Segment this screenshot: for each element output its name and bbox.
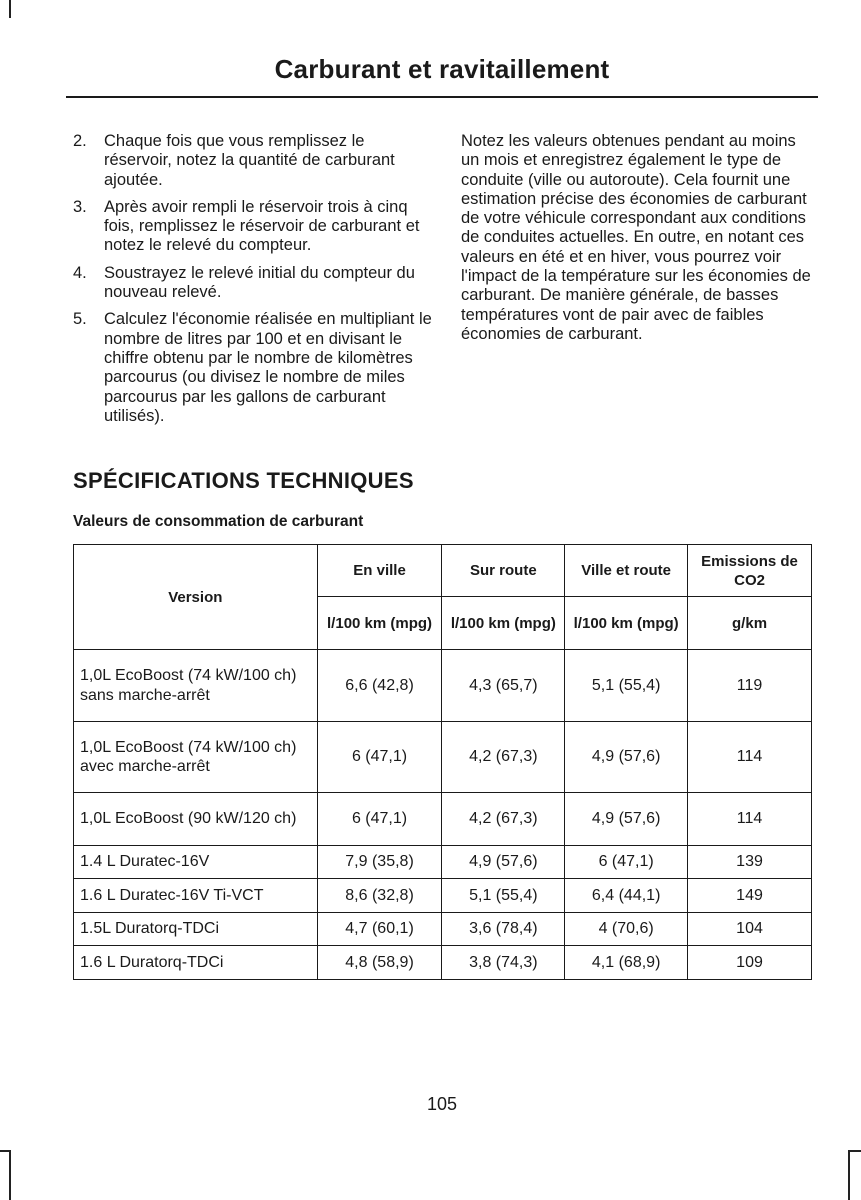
table-row bbox=[74, 650, 812, 722]
list-item bbox=[73, 310, 433, 426]
cell-combined: 4,9 (57,6) bbox=[565, 722, 688, 793]
cell-version: 1.6 L Duratec-16V Ti-VCT bbox=[74, 879, 318, 913]
cell-combined: 5,1 (55,4) bbox=[565, 650, 688, 722]
cell-combined: 6 (47,1) bbox=[565, 846, 688, 879]
cell-road: 3,6 (78,4) bbox=[442, 913, 565, 946]
cell-city: 6 (47,1) bbox=[317, 793, 442, 846]
unit-header-combined: l/100 km (mpg) bbox=[565, 597, 688, 650]
cell-city: 6 (47,1) bbox=[317, 722, 442, 793]
table-row bbox=[74, 913, 812, 946]
list-item bbox=[73, 132, 433, 190]
step-text: Après avoir rempli le réservoir trois à cinq fois, remplissez le réservoir de carburant et notez le relevé du compteur. bbox=[104, 197, 420, 255]
crop-mark-top-left-vertical bbox=[9, 0, 11, 18]
cell-road: 4,2 (67,3) bbox=[442, 793, 565, 846]
cell-co2: 109 bbox=[688, 946, 812, 980]
cell-version: 1,0L EcoBoost (90 kW/120 ch) bbox=[74, 793, 318, 846]
cell-city: 4,7 (60,1) bbox=[317, 913, 442, 946]
cell-road: 4,2 (67,3) bbox=[442, 722, 565, 793]
table-header-row bbox=[74, 545, 812, 597]
header-divider bbox=[66, 96, 818, 98]
unit-header-road: l/100 km (mpg) bbox=[442, 597, 565, 650]
column-header-combined: Ville et route bbox=[565, 545, 688, 597]
step-number: 3. bbox=[73, 197, 87, 216]
list-item bbox=[73, 198, 433, 256]
cell-city: 7,9 (35,8) bbox=[317, 846, 442, 879]
table-row bbox=[74, 793, 812, 846]
unit-header-emissions: g/km bbox=[688, 597, 812, 650]
steps-column bbox=[73, 132, 433, 434]
table-title: Valeurs de consommation de carburant bbox=[73, 513, 364, 530]
cell-version: 1.6 L Duratorq-TDCi bbox=[74, 946, 318, 980]
cell-co2: 114 bbox=[688, 722, 812, 793]
cell-road: 3,8 (74,3) bbox=[442, 946, 565, 980]
cell-co2: 114 bbox=[688, 793, 812, 846]
cell-co2: 119 bbox=[688, 650, 812, 722]
crop-mark-bottom-right-vertical bbox=[848, 1150, 850, 1200]
cell-combined: 4,1 (68,9) bbox=[565, 946, 688, 980]
cell-combined: 6,4 (44,1) bbox=[565, 879, 688, 913]
step-number: 5. bbox=[73, 310, 87, 329]
cell-city: 8,6 (32,8) bbox=[317, 879, 442, 913]
column-header-road: Sur route bbox=[442, 545, 565, 597]
cell-version: 1.4 L Duratec-16V bbox=[74, 846, 318, 879]
list-item bbox=[73, 264, 433, 303]
page-title: Carburant et ravitaillement bbox=[274, 54, 610, 84]
table-row bbox=[74, 846, 812, 879]
cell-version: 1,0L EcoBoost (74 kW/100 ch) sans marche-arrêt bbox=[74, 650, 318, 722]
cell-city: 4,8 (58,9) bbox=[317, 946, 442, 980]
crop-mark-bottom-right-horizontal bbox=[848, 1150, 861, 1152]
section-heading: SPÉCIFICATIONS TECHNIQUES bbox=[73, 468, 414, 493]
cell-co2: 149 bbox=[688, 879, 812, 913]
cell-co2: 139 bbox=[688, 846, 812, 879]
cell-road: 4,9 (57,6) bbox=[442, 846, 565, 879]
crop-mark-bottom-left-horizontal bbox=[0, 1150, 10, 1152]
table-row bbox=[74, 722, 812, 793]
step-number: 2. bbox=[73, 132, 87, 150]
cell-combined: 4,9 (57,6) bbox=[565, 793, 688, 846]
step-text: Chaque fois que vous remplissez le réservoir, notez la quantité de carburant ajoutée. bbox=[104, 132, 395, 189]
cell-combined: 4 (70,6) bbox=[565, 913, 688, 946]
column-header-version: Version bbox=[74, 545, 318, 650]
cell-version: 1,0L EcoBoost (74 kW/100 ch) avec marche-arrêt bbox=[74, 722, 318, 793]
column-header-emissions: Emissions de CO2 bbox=[688, 545, 812, 597]
cell-co2: 104 bbox=[688, 913, 812, 946]
cell-version: 1.5L Duratorq-TDCi bbox=[74, 913, 318, 946]
cell-road: 5,1 (55,4) bbox=[442, 879, 565, 913]
cell-road: 4,3 (65,7) bbox=[442, 650, 565, 722]
cell-city: 6,6 (42,8) bbox=[317, 650, 442, 722]
table-row bbox=[74, 879, 812, 913]
unit-header-city: l/100 km (mpg) bbox=[317, 597, 442, 650]
step-text: Soustrayez le relevé initial du compteur du nouveau relevé. bbox=[104, 263, 415, 302]
right-paragraph: Notez les valeurs obtenues pendant au moins un mois et enregistrez également le type de conduite (ville ou autoroute). Cela fournit une estimation précise des économies de carburant de votre véhicule correspondant aux conditions de conduites actuelles. En outre, en notant ces valeurs en été et en hiver, vous pourrez voir l'impact de la température sur les économies de carburant. De manière générale, de basses températures vont de pair avec de faibles économies de carburant. bbox=[461, 132, 811, 343]
page-number: 105 bbox=[426, 1094, 458, 1114]
crop-mark-bottom-left-vertical bbox=[9, 1150, 11, 1200]
table-row bbox=[74, 946, 812, 980]
step-number: 4. bbox=[73, 263, 87, 282]
fuel-consumption-table bbox=[73, 544, 812, 980]
step-text: Calculez l'économie réalisée en multipliant le nombre de litres par 100 et en divisant le chiffre obtenu par le nombre de kilomètres parcourus (ou divisez le nombre de miles parcourus par les gallons de carburant utilisés). bbox=[104, 310, 432, 425]
column-header-city: En ville bbox=[317, 545, 442, 597]
